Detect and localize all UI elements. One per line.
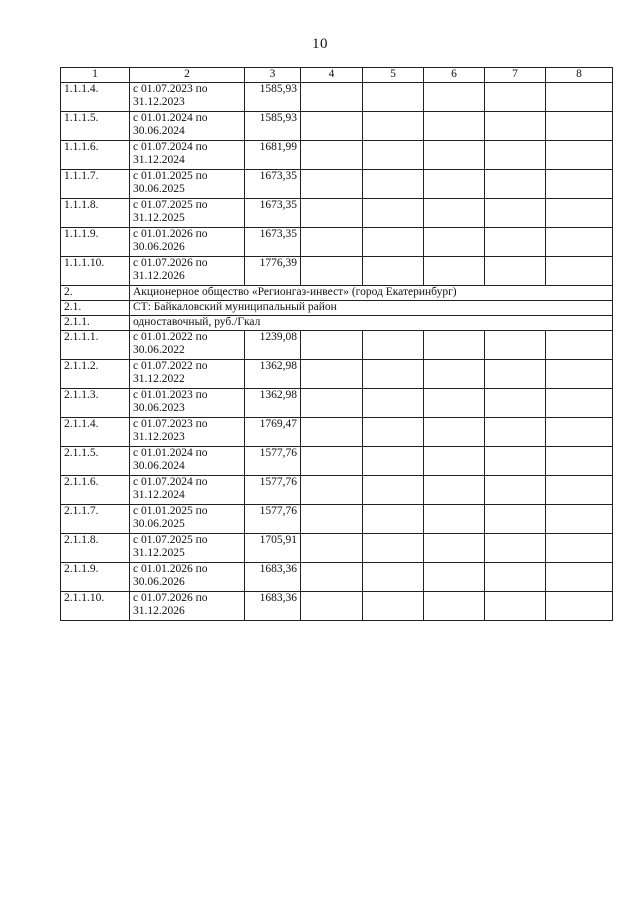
row-period: с 01.01.2025 по 30.06.2025 (130, 170, 245, 199)
row-number: 2.1.1.3. (61, 389, 130, 418)
empty-cell (546, 418, 613, 447)
empty-cell (485, 592, 546, 621)
empty-cell (546, 199, 613, 228)
section-number: 2.1. (61, 301, 130, 316)
empty-cell (424, 83, 485, 112)
row-period: с 01.07.2022 по 31.12.2022 (130, 360, 245, 389)
table-row (61, 476, 613, 505)
row-number: 1.1.1.9. (61, 228, 130, 257)
empty-cell (363, 389, 424, 418)
empty-cell (424, 199, 485, 228)
empty-cell (301, 505, 363, 534)
header-cell: 1 (61, 68, 130, 83)
empty-cell (546, 389, 613, 418)
row-tariff-value: 1673,35 (245, 199, 301, 228)
section-row (61, 286, 613, 301)
table-row (61, 447, 613, 476)
row-number: 1.1.1.5. (61, 112, 130, 141)
empty-cell (301, 141, 363, 170)
empty-cell (485, 228, 546, 257)
row-tariff-value: 1776,39 (245, 257, 301, 286)
empty-cell (363, 199, 424, 228)
empty-cell (485, 257, 546, 286)
empty-cell (424, 228, 485, 257)
empty-cell (485, 476, 546, 505)
empty-cell (363, 141, 424, 170)
empty-cell (546, 228, 613, 257)
row-number: 2.1.1.7. (61, 505, 130, 534)
header-row (61, 68, 613, 83)
empty-cell (546, 592, 613, 621)
empty-cell (424, 360, 485, 389)
header-cell: 5 (363, 68, 424, 83)
row-tariff-value: 1577,76 (245, 447, 301, 476)
header-cell: 7 (485, 68, 546, 83)
empty-cell (424, 331, 485, 360)
empty-cell (485, 505, 546, 534)
empty-cell (424, 170, 485, 199)
empty-cell (301, 331, 363, 360)
empty-cell (363, 592, 424, 621)
empty-cell (485, 389, 546, 418)
empty-cell (301, 447, 363, 476)
empty-cell (301, 228, 363, 257)
row-tariff-value: 1577,76 (245, 476, 301, 505)
empty-cell (546, 112, 613, 141)
row-period: с 01.07.2023 по 31.12.2023 (130, 418, 245, 447)
empty-cell (424, 592, 485, 621)
section-row (61, 301, 613, 316)
row-period: с 01.01.2023 по 30.06.2023 (130, 389, 245, 418)
table-row (61, 389, 613, 418)
row-number: 2.1.1.1. (61, 331, 130, 360)
empty-cell (485, 331, 546, 360)
row-period: с 01.01.2024 по 30.06.2024 (130, 112, 245, 141)
empty-cell (546, 563, 613, 592)
empty-cell (424, 141, 485, 170)
table-row (61, 505, 613, 534)
row-period: с 01.07.2025 по 31.12.2025 (130, 534, 245, 563)
empty-cell (546, 331, 613, 360)
header-cell: 4 (301, 68, 363, 83)
empty-cell (546, 141, 613, 170)
table-row (61, 112, 613, 141)
header-cell: 2 (130, 68, 245, 83)
empty-cell (485, 360, 546, 389)
empty-cell (363, 447, 424, 476)
row-number: 1.1.1.6. (61, 141, 130, 170)
row-number: 2.1.1.5. (61, 447, 130, 476)
empty-cell (485, 170, 546, 199)
row-number: 2.1.1.8. (61, 534, 130, 563)
empty-cell (424, 112, 485, 141)
row-number: 1.1.1.4. (61, 83, 130, 112)
empty-cell (424, 389, 485, 418)
empty-cell (424, 257, 485, 286)
header-cell: 6 (424, 68, 485, 83)
table-row (61, 592, 613, 621)
row-number: 2.1.1.4. (61, 418, 130, 447)
empty-cell (301, 83, 363, 112)
row-tariff-value: 1585,93 (245, 112, 301, 141)
section-title: одноставочный, руб./Гкал (130, 316, 613, 331)
empty-cell (424, 447, 485, 476)
empty-cell (485, 83, 546, 112)
empty-cell (546, 257, 613, 286)
empty-cell (485, 141, 546, 170)
row-number: 2.1.1.2. (61, 360, 130, 389)
empty-cell (424, 418, 485, 447)
row-tariff-value: 1769,47 (245, 418, 301, 447)
row-period: с 01.01.2026 по 30.06.2026 (130, 563, 245, 592)
empty-cell (546, 476, 613, 505)
row-period: с 01.07.2023 по 31.12.2023 (130, 83, 245, 112)
empty-cell (485, 199, 546, 228)
row-tariff-value: 1705,91 (245, 534, 301, 563)
table-body (61, 83, 613, 621)
table-row (61, 331, 613, 360)
empty-cell (363, 228, 424, 257)
row-tariff-value: 1577,76 (245, 505, 301, 534)
table-row (61, 83, 613, 112)
row-period: с 01.07.2026 по 31.12.2026 (130, 257, 245, 286)
empty-cell (363, 476, 424, 505)
empty-cell (301, 563, 363, 592)
table-row (61, 534, 613, 563)
empty-cell (424, 476, 485, 505)
empty-cell (301, 199, 363, 228)
empty-cell (301, 592, 363, 621)
section-number: 2. (61, 286, 130, 301)
row-tariff-value: 1362,98 (245, 360, 301, 389)
empty-cell (363, 534, 424, 563)
row-period: с 01.01.2026 по 30.06.2026 (130, 228, 245, 257)
empty-cell (424, 563, 485, 592)
empty-cell (546, 83, 613, 112)
row-period: с 01.07.2026 по 31.12.2026 (130, 592, 245, 621)
header-cell: 3 (245, 68, 301, 83)
empty-cell (363, 331, 424, 360)
empty-cell (301, 112, 363, 141)
row-period: с 01.01.2025 по 30.06.2025 (130, 505, 245, 534)
empty-cell (301, 418, 363, 447)
row-period: с 01.07.2024 по 31.12.2024 (130, 476, 245, 505)
row-tariff-value: 1673,35 (245, 170, 301, 199)
empty-cell (301, 257, 363, 286)
empty-cell (363, 83, 424, 112)
row-period: с 01.07.2025 по 31.12.2025 (130, 199, 245, 228)
row-period: с 01.07.2024 по 31.12.2024 (130, 141, 245, 170)
empty-cell (363, 112, 424, 141)
empty-cell (485, 447, 546, 476)
header-cell: 8 (546, 68, 613, 83)
empty-cell (363, 257, 424, 286)
section-row (61, 316, 613, 331)
row-number: 2.1.1.9. (61, 563, 130, 592)
empty-cell (485, 534, 546, 563)
table-row (61, 199, 613, 228)
empty-cell (546, 360, 613, 389)
empty-cell (363, 563, 424, 592)
empty-cell (485, 563, 546, 592)
table-row (61, 141, 613, 170)
table-row (61, 257, 613, 286)
empty-cell (546, 447, 613, 476)
empty-cell (546, 534, 613, 563)
table-row (61, 563, 613, 592)
empty-cell (546, 170, 613, 199)
empty-cell (363, 360, 424, 389)
row-tariff-value: 1681,99 (245, 141, 301, 170)
empty-cell (301, 476, 363, 505)
empty-cell (301, 360, 363, 389)
empty-cell (363, 418, 424, 447)
empty-cell (546, 505, 613, 534)
row-tariff-value: 1585,93 (245, 83, 301, 112)
section-title: Акционерное общество «Регионгаз-инвест» (город Екатеринбург) (130, 286, 613, 301)
row-tariff-value: 1683,36 (245, 563, 301, 592)
row-number: 1.1.1.8. (61, 199, 130, 228)
row-tariff-value: 1683,36 (245, 592, 301, 621)
row-number: 2.1.1.6. (61, 476, 130, 505)
table-row (61, 418, 613, 447)
row-period: с 01.01.2024 по 30.06.2024 (130, 447, 245, 476)
empty-cell (363, 505, 424, 534)
section-number: 2.1.1. (61, 316, 130, 331)
empty-cell (485, 112, 546, 141)
section-title: СТ: Байкаловский муниципальный район (130, 301, 613, 316)
empty-cell (424, 534, 485, 563)
row-number: 2.1.1.10. (61, 592, 130, 621)
empty-cell (301, 170, 363, 199)
row-number: 1.1.1.10. (61, 257, 130, 286)
empty-cell (301, 389, 363, 418)
row-number: 1.1.1.7. (61, 170, 130, 199)
tariff-table (60, 67, 613, 621)
table-row (61, 170, 613, 199)
empty-cell (485, 418, 546, 447)
empty-cell (424, 505, 485, 534)
table-row (61, 360, 613, 389)
table-row (61, 228, 613, 257)
page-number: 10 (312, 36, 328, 52)
empty-cell (363, 170, 424, 199)
row-tariff-value: 1673,35 (245, 228, 301, 257)
row-tariff-value: 1239,08 (245, 331, 301, 360)
row-tariff-value: 1362,98 (245, 389, 301, 418)
empty-cell (301, 534, 363, 563)
row-period: с 01.01.2022 по 30.06.2022 (130, 331, 245, 360)
